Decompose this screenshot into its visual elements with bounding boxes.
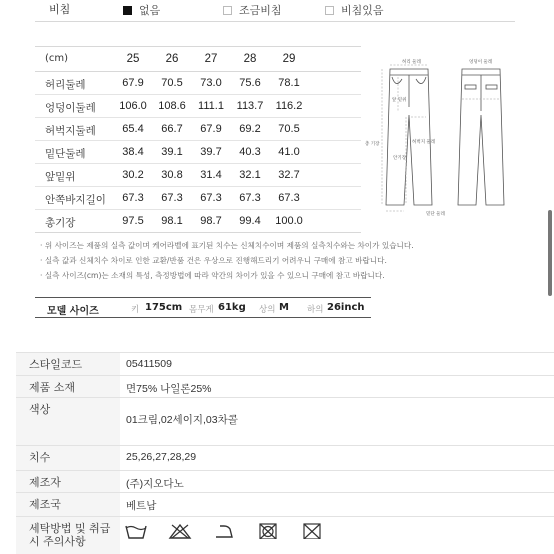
table-cell: 65.4: [122, 123, 144, 135]
table-cell: 78.1: [278, 77, 300, 89]
info-label: 제조자: [29, 476, 61, 489]
table-cell: 67.9: [122, 77, 144, 89]
model-weight-key: 몸무게: [189, 305, 214, 315]
table-cell: 39.1: [161, 146, 183, 158]
see-through-option-slight: 조금비침: [223, 2, 282, 18]
see-through-option-none: 없음: [123, 2, 160, 18]
model-bottom-key: 하의: [307, 305, 324, 315]
table-cell: 73.0: [200, 77, 222, 89]
table-cell: 30.2: [122, 169, 144, 181]
row-label: 허리둘레: [45, 79, 86, 91]
size-header: 27: [204, 53, 218, 65]
scrollbar-thumb[interactable]: [548, 210, 552, 296]
table-cell: 30.8: [161, 169, 183, 181]
model-weight-value: 61kg: [218, 302, 246, 313]
info-value: 25,26,27,28,29: [126, 451, 197, 463]
info-row-manufacturer: [16, 470, 554, 492]
table-cell: 70.5: [278, 123, 300, 135]
table-cell: 32.7: [278, 169, 300, 181]
product-info-table: [16, 352, 554, 554]
info-value: 베트남: [126, 500, 157, 512]
table-cell: 116.2: [275, 100, 303, 112]
size-header: 29: [282, 53, 296, 65]
info-label-cell: [16, 376, 120, 397]
info-label-cell: [16, 493, 120, 516]
table-cell: 108.6: [158, 100, 186, 112]
table-row: [35, 95, 361, 118]
wash-30-icon: [124, 523, 148, 539]
model-top-key: 상의: [259, 305, 276, 315]
info-label: 색상: [29, 403, 51, 416]
row-label: 허벅지둘레: [45, 125, 96, 137]
note-text: · 실측 값과 신체치수 차이로 인한 교환/반품 건은 우상으로 진행해드리기 어려우니 구매에 참고 바랍니다.: [40, 256, 387, 265]
size-header: 28: [243, 53, 257, 65]
table-cell: 98.7: [200, 215, 222, 227]
table-cell: 100.0: [275, 215, 303, 227]
table-cell: 41.0: [278, 146, 300, 158]
table-cell: 67.3: [239, 192, 261, 204]
unit-label: (cm): [45, 53, 69, 64]
total-length-label: 총 기장: [365, 142, 380, 147]
table-cell: 98.1: [161, 215, 183, 227]
info-value: 05411509: [126, 358, 172, 370]
info-row-size: [16, 445, 554, 470]
inseam-label: 안기장: [393, 156, 407, 161]
see-through-row: [35, 0, 515, 22]
no-dry-clean-icon: [300, 523, 324, 539]
table-cell: 39.7: [200, 146, 222, 158]
row-label: 엉덩이둘레: [45, 102, 96, 114]
info-label-cell: [16, 471, 120, 492]
info-label-cell: [16, 353, 120, 375]
table-cell: 38.4: [122, 146, 144, 158]
info-value: 01크림,02세이지,03차콜: [126, 414, 238, 426]
info-value: (주)지오다노: [126, 478, 184, 490]
info-row-country: [16, 492, 554, 516]
row-label: 밑단둘레: [45, 148, 86, 160]
checkbox-checked-icon: [123, 6, 132, 15]
model-height-key: 키: [131, 305, 140, 315]
pants-outline-icon: [362, 55, 522, 220]
info-label: 제품 소재: [29, 381, 76, 394]
table-cell: 67.3: [161, 192, 183, 204]
table-cell: 113.7: [236, 100, 264, 112]
table-row: [35, 72, 361, 95]
table-cell: 31.4: [200, 169, 222, 181]
info-label: 치수: [29, 451, 51, 464]
note-text: · 실측 사이즈(cm)는 소재의 특성, 측정방법에 따라 약간의 차이가 있을 수 있으니 구매에 참고 바랍니다.: [40, 271, 385, 280]
thigh-label: 허벅지 둘레: [412, 140, 436, 145]
model-height-value: 175cm: [145, 302, 183, 313]
table-cell: 69.2: [239, 123, 261, 135]
table-row: [35, 187, 361, 210]
info-value: 면75% 나일론25%: [126, 383, 212, 395]
info-row-material: [16, 375, 554, 397]
info-label-cell: [16, 446, 120, 470]
info-row-style-code: [16, 352, 554, 375]
table-cell: 32.1: [239, 169, 261, 181]
table-cell: 67.3: [278, 192, 300, 204]
model-size-label: 모델 사이즈: [47, 306, 99, 317]
table-cell: 67.3: [200, 192, 222, 204]
size-header: 25: [126, 53, 140, 65]
size-header: 26: [165, 53, 179, 65]
row-label: 총기장: [45, 217, 76, 229]
table-row: [35, 118, 361, 141]
info-label: 스타일코드: [29, 358, 83, 371]
table-cell: 106.0: [119, 100, 147, 112]
row-label: 안쪽바지길이: [45, 194, 106, 206]
see-through-label: 비침: [49, 3, 71, 16]
info-label-cell: [16, 398, 120, 445]
note-text: · 위 사이즈는 제품의 실측 값이며 케어라벨에 표기된 치수는 신체치수이며 제품의 실측치수와는 차이가 있습니다.: [40, 241, 414, 250]
no-bleach-icon: [168, 523, 192, 539]
table-cell: 75.6: [239, 77, 261, 89]
row-label: 앞밑위: [45, 171, 76, 183]
hip-label: 엉덩이 둘레: [469, 60, 493, 65]
table-cell: 111.1: [198, 100, 224, 112]
table-row: [35, 141, 361, 164]
model-top-value: M: [279, 302, 289, 313]
table-row: [35, 210, 361, 233]
table-cell: 40.3: [239, 146, 261, 158]
info-label: 제조국: [29, 498, 61, 511]
table-cell: 99.4: [239, 215, 261, 227]
table-cell: 97.5: [122, 215, 144, 227]
table-row: [35, 164, 361, 187]
checkbox-empty-icon: [325, 6, 334, 15]
table-cell: 66.7: [161, 123, 183, 135]
checkbox-empty-icon: [223, 6, 232, 15]
iron-icon: [212, 523, 236, 539]
no-tumble-dry-icon: [256, 523, 280, 539]
size-table: [35, 46, 361, 233]
size-table-header: [35, 46, 361, 72]
info-row-color: [16, 397, 554, 445]
front-rise-label: 앞 밑위: [392, 98, 407, 103]
pants-measurement-diagram: [362, 55, 522, 220]
model-bottom-value: 26inch: [327, 302, 365, 313]
model-size-row: [35, 297, 371, 318]
info-label: 세탁방법 및 취급 시 주의사항: [29, 522, 111, 548]
size-notes: [40, 238, 414, 283]
see-through-option-yes: 비침있음: [325, 2, 384, 18]
table-cell: 67.3: [122, 192, 144, 204]
hem-label: 밑단 둘레: [426, 212, 445, 217]
info-row-care: [16, 516, 554, 554]
waist-label: 허리 둘레: [402, 60, 421, 65]
info-label-cell: [16, 517, 120, 554]
table-cell: 67.9: [200, 123, 222, 135]
table-cell: 70.5: [161, 77, 183, 89]
